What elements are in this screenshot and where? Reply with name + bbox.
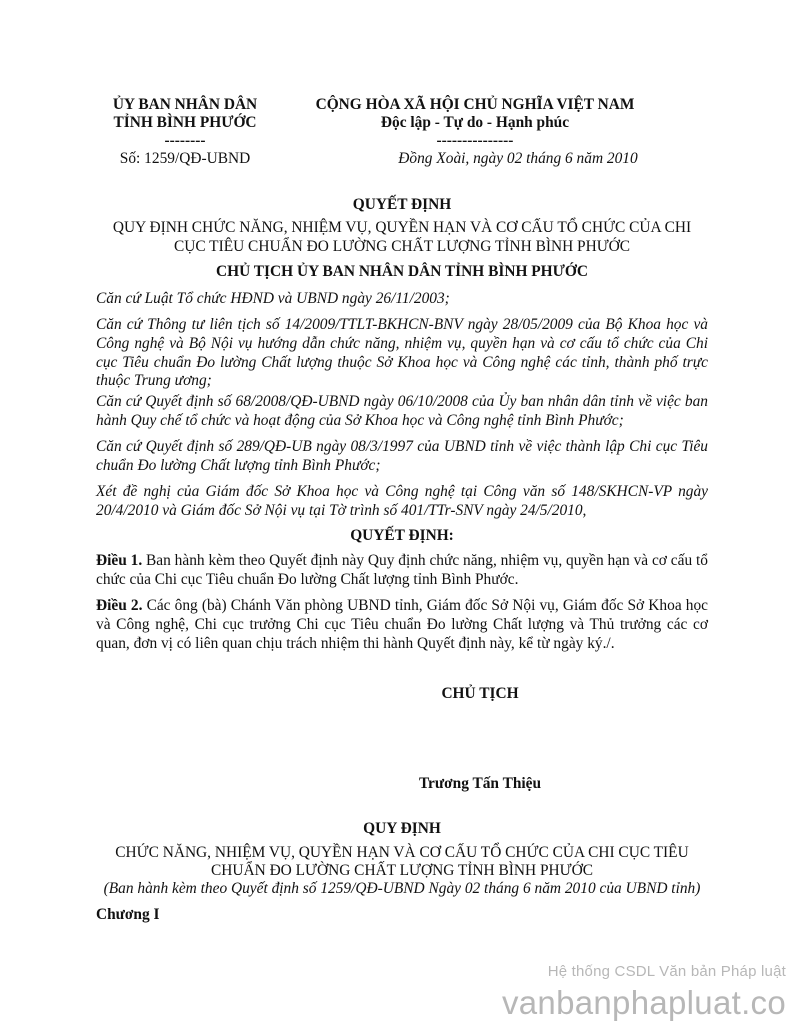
regulation-title: QUY ĐỊNH [363, 820, 441, 837]
legal-basis-5: Xét đề nghị của Giám đốc Sở Khoa học và Công nghệ tại Công văn số 148/SKHCN-VP ngày 20/4/2010 và Giám đốc Sở Nội vụ tại Tờ trình số 401/TTr-SNV ngày 24/5/2010, [96, 483, 708, 519]
motto-separator: --------------- [436, 132, 514, 149]
article-2 [96, 597, 708, 653]
signer-title: CHỦ TỊCH [441, 685, 519, 702]
decision-title: QUYẾT ĐỊNH [352, 196, 452, 213]
article-1-label: Điều 1. [96, 552, 143, 569]
legal-basis-1: Căn cứ Luật Tổ chức HĐND và UBND ngày 26/11/2003; [96, 290, 450, 307]
regulation-issued-note: (Ban hành kèm theo Quyết định số 1259/QĐ-UBND Ngày 02 tháng 6 năm 2010 của UBND tỉnh) [103, 880, 701, 897]
place-date: Đồng Xoài, ngày 02 tháng 6 năm 2010 [398, 150, 638, 167]
legal-basis-2: Căn cứ Thông tư liên tịch số 14/2009/TTLT-BKHCN-BNV ngày 28/05/2009 của Bộ Khoa học và Công nghệ và Bộ Nội vụ hướng dẫn chức năng, nhiệm vụ, quyền hạn và cơ cấu tổ chức của Chi cục Tiêu chuẩn Đo lường Chất lượng thuộc Sở Khoa học và Công nghệ các tỉnh, thành phố trực thuộc Trung ương; [96, 316, 708, 390]
article-2-text: Các ông (bà) Chánh Văn phòng UBND tỉnh, Giám đốc Sở Nội vụ, Giám đốc Sở Khoa học và Công nghệ, Chi cục trưởng Chi cục Tiêu chuẩn Đo lường Chất lượng và Thủ trưởng các cơ quan, đơn vị có liên quan chịu trách nhiệm thi hành Quyết định này, kể từ ngày ký./. [96, 597, 708, 652]
agency-separator: -------- [164, 132, 206, 149]
agency-line-2: TỈNH BÌNH PHƯỚC [113, 114, 257, 131]
watermark-line-1: Hệ thống CSDL Văn bản Pháp luật [547, 963, 786, 980]
document-number: Số: 1259/QĐ-UBND [119, 150, 251, 167]
decision-authority: CHỦ TỊCH ỦY BAN NHÂN DÂN TỈNH BÌNH PHƯỚC [216, 263, 588, 280]
signer-name: Trương Tấn Thiệu [418, 775, 542, 792]
article-1-text: Ban hành kèm theo Quyết định này Quy định chức năng, nhiệm vụ, quyền hạn và cơ cấu tổ chức của Chi cục Tiêu chuẩn Đo lường Chất lượng tỉnh Bình Phước. [96, 552, 708, 588]
decides-heading: QUYẾT ĐỊNH: [350, 527, 454, 544]
article-1 [96, 552, 708, 590]
issuing-agency [100, 96, 270, 168]
article-2-label: Điều 2. [96, 597, 143, 614]
agency-line-1: ỦY BAN NHÂN DÂN [112, 96, 258, 113]
national-header [290, 96, 660, 168]
regulation-subject-line-1: CHỨC NĂNG, NHIỆM VỤ, QUYỀN HẠN VÀ CƠ CẤU TỔ CHỨC CỦA CHI CỤC TIÊU [115, 844, 689, 861]
site-watermark [502, 963, 786, 1024]
chapter-heading: Chương I [96, 906, 160, 923]
watermark-line-2: vanbanphapluat.co [501, 984, 786, 1022]
legal-basis-4: Căn cứ Quyết định số 289/QĐ-UB ngày 08/3/1997 của UBND tỉnh về việc thành lập Chi cục Tiêu chuẩn Đo lường Chất lượng tỉnh Bình Phước; [96, 438, 708, 474]
legal-basis-3: Căn cứ Quyết định số 68/2008/QĐ-UBND ngày 06/10/2008 của Ủy ban nhân dân tỉnh về việc ban hành Quy chế tổ chức và hoạt động của Sở Khoa học và Công nghệ tỉnh Bình Phước; [96, 393, 708, 429]
country-name: CỘNG HÒA XÃ HỘI CHỦ NGHĨA VIỆT NAM [315, 96, 635, 113]
national-motto: Độc lập - Tự do - Hạnh phúc [380, 114, 570, 131]
regulation-subject-line-2: CHUẨN ĐO LƯỜNG CHẤT LƯỢNG TỈNH BÌNH PHƯỚC [211, 862, 593, 879]
decision-subject-line-2: CỤC TIÊU CHUẨN ĐO LƯỜNG CHẤT LƯỢNG TỈNH BÌNH PHƯỚC [173, 238, 631, 255]
decision-subject-line-1: QUY ĐỊNH CHỨC NĂNG, NHIỆM VỤ, QUYỀN HẠN VÀ CƠ CẤU TỔ CHỨC CỦA CHI [112, 219, 692, 236]
